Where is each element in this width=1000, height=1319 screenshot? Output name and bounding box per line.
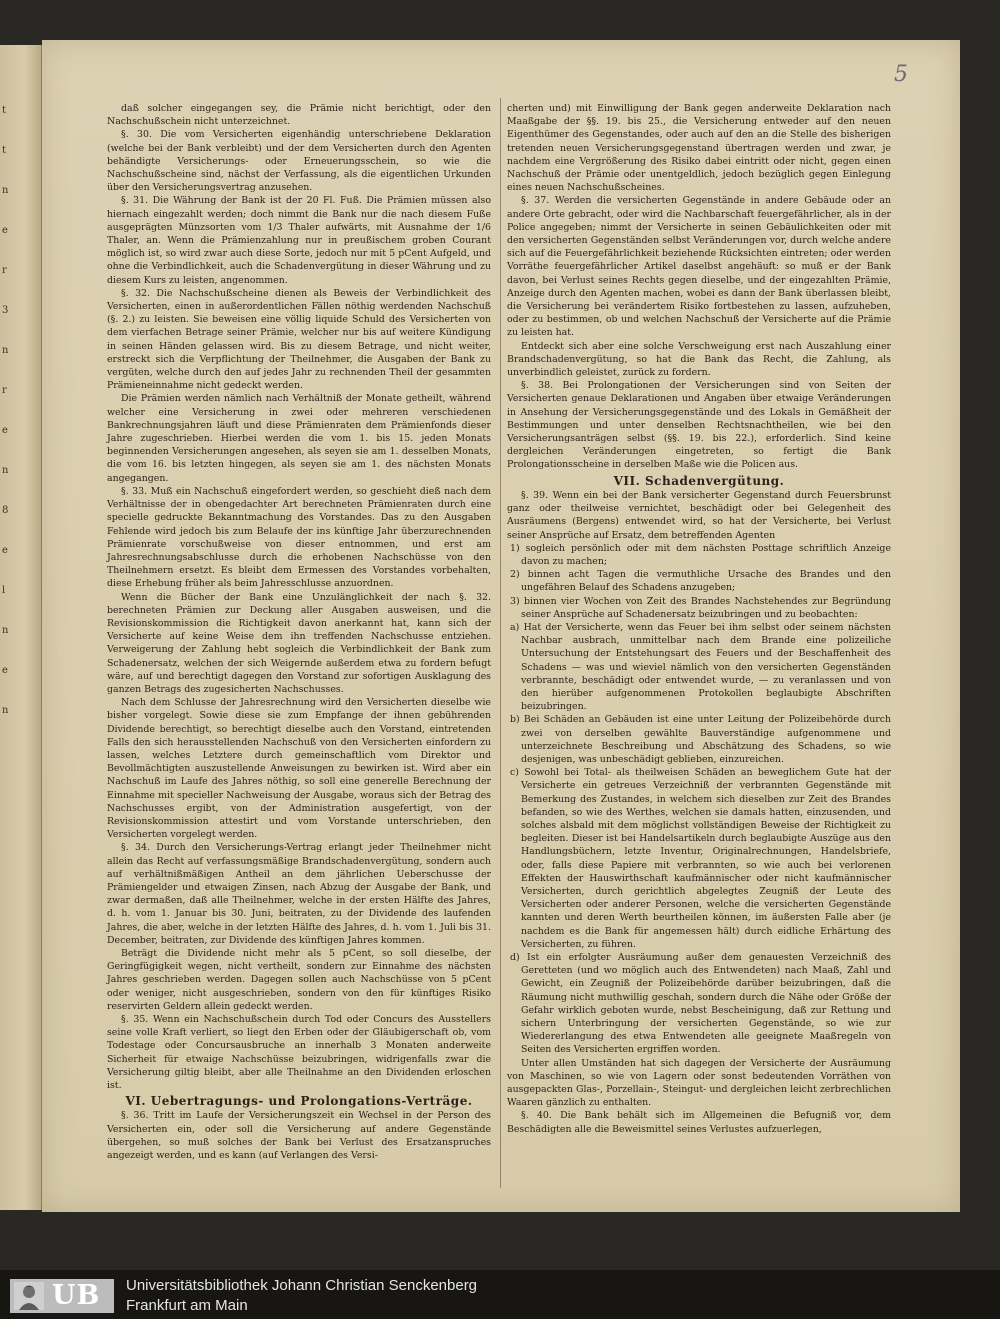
fragment-glyph: r <box>2 265 7 276</box>
paragraph: §. 31. Die Währung der Bank ist der 20 Fl. Fuß. Die Prämien müssen also hiernach eingezahlt werden; doch nimmt die Bank nur die nach diesem Fuße ausgeprägten Münzsorten vom 1/3 Thaler aufwärts, mit Ausnahme der 1/6 Thaler, an. Wenn die Prämienzahlung nur in preußischem groben Courant möglich ist, so wird zwar auch diese Sorte, jedoch nur mit 5 pCent Aufgeld, und ohne die Verbindlichkeit, auch die Schadenvergütung in dieser Währung und zu diesem Kurs zu leisten, angenommen. <box>107 195 491 286</box>
lettered-item: d) Ist ein erfolgter Ausräumung außer dem genauesten Verzeichniß des Geretteten (und wo möglich auch des Entwendeten) nach Maaß, Zahl und Gewicht, ein Zeugniß der Polizeibehörde darüber beizubringen, daß die Räumung nicht muthwillig geschah, sondern durch die Nähe oder Größe der Gefahr wirklich geboten wurde, nebst Bescheinigung, daß zur Rettung und sichern Unterbringung der versicherten Gegenstände, so wie zur Wiedererlangung des etwa Entwendeten alle geeignete Maaßregeln von Seiten des Versicherten ergriffen worden. <box>510 952 891 1056</box>
paragraph: Unter allen Umständen hat sich dagegen der Versicherte der Ausräumung von Maschinen, so wie von Lagern oder sonst bedeutenden Vorräthen von ausgepackten Glas-, Porzellain-, Steingut- und dergleichen leicht zerbrechlichen Waaren gänzlich zu enthalten. <box>507 1057 891 1109</box>
paragraph: §. 32. Die Nachschußscheine dienen als Beweis der Verbindlichkeit des Versicherten, einen in außerordentlichen Fällen nöthig werdenden Nachschuß (§. 2.) zu leisten. Sie beweisen eine völlig liquide Schuld des Versicherten von dem vierfachen Betrage seiner Prämie, welcher nur bis auf weitere Kündigung in seinen Händen gelassen wird. Bis zu diesem Betrage, und nicht weiter, erstreckt sich die Verpflichtung der Theilnehmer, die Ausgaben der Bank zu vergüten, welche durch den auf jedes Jahr zu rechnenden Theil der gesammten Prämieneinnahme nicht gedeckt werden. <box>107 287 491 392</box>
paragraph: Nach dem Schlusse der Jahresrechnung wird den Versicherten dieselbe wie bisher vorgelegt. Sowie diese sie zum Empfange der ihnen gebührenden Dividende berechtigt, so berechtigt dieselbe auch den Vorstand, eintretenden Falls den sich herausstellenden Nachschuß von den Versicherten einfordern zu lassen, welches Letztere durch gemeinschaftlich vom Direktor und Bevollmächtigten auszustellende Anweisungen zu bewirken ist. Wird aber ein Nachschuß im Laufe des Jahres nöthig, so soll eine generelle Berechnung der Einnahme mit specieller Nachweisung der Ausgabe, woraus sich der Betrag des Nachschusses ergibt, von der Administration ausgefertigt, von der Revisionskommission attestirt und vom Vorstande unterschrieben, den Versicherten vorgelegt werden. <box>107 697 491 841</box>
fragment-glyph: 3 <box>2 305 9 316</box>
numbered-item: 2) binnen acht Tagen die vermuthliche Ursache des Brandes und den ungefähren Belauf des Schadens anzugeben; <box>510 569 891 594</box>
paragraph: §. 36. Tritt im Laufe der Versicherungszeit ein Wechsel in der Person des Versicherten ein, oder soll die Versicherung auf andere Gegenstände übergehen, so muß solches der Bank bei Verlust des Ersatzanspruches angezeigt werden, und es kann (auf Verlangen des Versi- <box>107 1110 491 1162</box>
footer-bar <box>0 1270 1000 1319</box>
lettered-item: b) Bei Schäden an Gebäuden ist eine unter Leitung der Polizeibehörde durch zwei von derselben gewählte Bauverständige aufgenommene und unterzeichnete Beschreibung und Abschätzung des Schadens, so wie desjenigen, was unbeschädigt geblieben, einzureichen. <box>510 714 891 765</box>
fragment-glyph: n <box>2 185 9 196</box>
fragment-glyph: 8 <box>2 505 9 516</box>
page-number: 5 <box>894 62 908 87</box>
fragment-glyph: n <box>2 465 9 476</box>
right-text-column <box>507 102 891 1136</box>
fragment-glyph: e <box>2 425 8 436</box>
column-divider <box>500 98 501 1188</box>
section-heading: VII. Schadenvergütung. <box>613 473 785 488</box>
library-logo[interactable] <box>10 1279 114 1313</box>
left-text-column <box>107 102 491 1162</box>
paragraph: daß solcher eingegangen sey, die Prämie nicht berichtigt, oder den Nachschußschein nicht unterzeichnet. <box>107 103 491 128</box>
paragraph: Entdeckt sich aber eine solche Verschweigung erst nach Auszahlung einer Brandschadenvergütung, so hat die Bank das Recht, die Zahlung, als unverbindlich geleistet, zurück zu fordern. <box>507 340 891 379</box>
paragraph: §. 35. Wenn ein Nachschußschein durch Tod oder Concurs des Ausstellers seine volle Kraft verliert, so liegt den Erben oder der Gläubigerschaft ob, vom Todestage oder Concursausbruche an innerhalb 3 Monaten anderweite Sicherheit für etwaige Nachschüsse beizubringen, widrigenfalls zwar die Versicherung giltig bleibt, aber alle Theilnahme an den Dividenden erloschen ist. <box>107 1014 491 1092</box>
lettered-item: c) Sowohl bei Total- als theilweisen Schäden an beweglichem Gute hat der Versicherte ein getreues Verzeichniß der verbrannten Gegenstände mit Bemerkung des Zustandes, in welchem sich dieselben zur Zeit des Brandes befanden, so wie des Werthes, welchen sie damals hatten, einzusenden, und solches alsbald mit dem möglichst vollständigen Beweise der Richtigkeit zu begleiten. Dieser ist bei Handelsartikeln durch beglaubigte Auszüge aus den Handlungsbüchern, letzte Inventur, Originalrechnungen, Handelsbriefe, oder, falls diese Papiere mit verbrannten, so wie auch bei verlorenen Effekten der Hauswirthschaft kaufmännischer oder nicht kaufmännischer Versicherten, durch gerichtlich abgelegtes Zeugniß der Leute des Versicherten oder anderer Personen, welche die versicherten Gegenstände kannten und deren Werth beurtheilen können, im äußersten Falle aber (je nachdem es die Bank für angemessen hält) durch eidliche Erhärtung des Versicherten, zu führen. <box>510 767 891 950</box>
fragment-glyph: t <box>2 145 7 156</box>
fragment-glyph: l <box>2 585 6 596</box>
fragment-glyph: e <box>2 225 8 236</box>
footer-city: Frankfurt am Main <box>126 1297 248 1314</box>
numbered-item: 3) binnen vier Wochen von Zeit des Brandes Nachstehendes zur Begründung seiner Ansprüche auf Schadenersatz beizubringen und zu beobachten: <box>510 595 891 620</box>
paragraph: Die Prämien werden nämlich nach Verhältniß der Monate getheilt, während welcher eine Versicherung in zwei oder mehreren verschiedenen Bankrechnungsjahren läuft und diese Prämienraten dem Prämienfonds dieser Jahre zugeschrieben. Hierbei werden die vom 1. bis 15. jeden Monats beginnenden Versicherungen angesehen, als seyen sie am 1. desselben Monats, die vom 16. bis letzten hingegen, als seyen sie am 1. des nächsten Monats angegangen. <box>107 393 491 484</box>
fragment-glyph: r <box>2 385 7 396</box>
fragment-glyph: n <box>2 625 9 636</box>
paragraph: cherten und) mit Einwilligung der Bank gegen anderweite Deklaration nach Maaßgabe der §§. 19. bis 25., die Versicherung entweder auf den neuen Eigenthümer des Gegenstandes, oder auch auf den an die Stelle des bisherigen tretenden neuen Versicherungsgegenstand übertragen werden und zwar, je nachdem eine Vergrößerung des Risiko dabei eintritt oder nicht, gegen einen Nachschuß der Prämie oder unentgeldlich, jedoch bezüglich gegen Einlegung eines neuen Nachschußscheines. <box>507 103 891 194</box>
document-page <box>42 40 960 1212</box>
fragment-glyph: n <box>2 345 9 356</box>
section-heading: VI. Uebertragungs- und Prolongations-Verträge. <box>125 1094 473 1109</box>
paragraph: §. 30. Die vom Versicherten eigenhändig unterschriebene Deklaration (welche bei der Bank verbleibt) und der dem Versicherten durch den Agenten behändigte Versicherungs- oder Erneuerungsschein, so wie die Nachschußscheine sind, nächst der Verfassung, als die eigentlichen Urkunden über den Versicherungsvertrag anzusehen. <box>107 129 491 194</box>
previous-page-fragment <box>0 45 42 1210</box>
fragment-glyph: n <box>2 705 9 716</box>
paragraph: §. 40. Die Bank behält sich im Allgemeinen die Befugniß vor, dem Beschädigten alle die Beweismittel seines Verlustes aufzuerlegen, <box>507 1110 891 1135</box>
numbered-item: 1) sogleich persönlich oder mit dem nächsten Posttage schriftlich Anzeige davon zu machen; <box>510 542 891 567</box>
fragment-glyph: e <box>2 545 8 556</box>
paragraph: §. 34. Durch den Versicherungs-Vertrag erlangt jeder Theilnehmer nicht allein das Recht auf verfassungsmäßige Brandschadenvergütung, sondern auch auf verhältnißmäßigen Antheil an dem jährlichen Ueberschusse der Prämiengelder und etwaigen Zinsen, nach Abzug der Ausgabe der Bank, und zwar dermaßen, daß alle Theilnehmer, welche in der ersten Hälfte des Jahres, d. h. vom 1. Januar bis 30. Juni, beitraten, zu der Dividende des laufenden Jahres, die aber, welche in der letzten Hälfte des Jahres, d. h. vom 1. Juli bis 31. December, beitraten, zur Dividende des künftigen Jahres kommen. <box>107 842 491 946</box>
paragraph: Wenn die Bücher der Bank eine Unzulänglichkeit der nach §. 32. berechneten Prämien zur Deckung aller Ausgaben ausweisen, und die Revisionskommission die Richtigkeit davon anerkannt hat, kann sich der Versicherte auf keine Weise dem ihn treffenden Nachschusse entziehen. Verweigerung der Zahlung hebt sogleich die Verbindlichkeit der Bank zum Schadenersatz, welchen der sich Weigernde außerdem etwa zu fordern befugt wäre, auf und berechtigt dagegen den Vorstand zur sofortigen Ausklagung des ganzen Betrags des zugesicherten Nachschusses. <box>107 591 491 695</box>
lettered-item: a) Hat der Versicherte, wenn das Feuer bei ihm selbst oder seinem nächsten Nachbar ausbrach, unmittelbar nach dem Brande eine polizeiliche Untersuchung der Entstehungsart des Feuers und der Beschaffenheit des Schadens — was und wieviel nämlich von den versicherten Gegenständen verbrannte, beschädigt oder entwendet wurde, — zu veranlassen und von den hierüber aufgenommenen Protokollen beglaubigte Abschriften beizubringen. <box>510 621 891 713</box>
paragraph: §. 33. Muß ein Nachschuß eingefordert werden, so geschieht dieß nach dem Verhältnisse der in obengedachter Art berechneten Prämienraten durch eine specielle gedruckte Bekanntmachung des Vorstandes. Das zu den Ausgaben Fehlende wird jedoch bis zum Belaufe der ins künftige Jahr überzurechnenden Prämienrate vorschußweise von dieser entnommen, und erst am Jahresrechnungsabschlusse durch die erhobenen Nachschüsse von den Theilnehmern ersetzt. Es bleibt dem Ermessen des Vorstandes vorbehalten, diese Erhebung früher als beim Jahresschlusse anzuordnen. <box>107 485 491 590</box>
paragraph: §. 37. Werden die versicherten Gegenstände in andere Gebäude oder an andere Orte gebracht, oder wird die Nachbarschaft feuergefährlicher, als in der Police angegeben; nimmt der Versicherte in seinen Gebäulichkeiten oder mit den versicherten Gegenständen selbst Veränderungen vor, durch welche andere sich auf die Feuergefährlichkeit beziehende Rücksichten eintreten; oder werden Vorräthe feuergefährlicher Artikel daselbst angehäuft: so muß er der Bank davon, bei Verlust seines Rechts gegen dieselbe, und der eingezahlten Prämie, Anzeige durch den Agenten machen, wobei es dann der Bank überlassen bleibt, die Versicherung bei verändertem Risiko fortbestehen zu lassen, aufzuheben, oder zu bestimmen, ob und welchen Nachschuß der Versicherte auf die Prämie zu leisten hat. <box>507 195 891 339</box>
paragraph: Beträgt die Dividende nicht mehr als 5 pCent, so soll dieselbe, der Geringfügigkeit wegen, nicht vertheilt, sondern zur Einnahme des nächsten Jahres geschrieben werden. Dagegen sollen auch Nachschüsse von 5 pCent oder weniger, nicht ausgeschrieben, sondern von den für künftiges Risiko reservirten Geldern allein gedeckt werden. <box>107 948 491 1012</box>
footer-credit <box>126 1276 477 1316</box>
portrait-icon <box>14 1282 44 1310</box>
fragment-glyph: t <box>2 105 7 116</box>
paragraph: §. 39. Wenn ein bei der Bank versicherter Gegenstand durch Feuersbrunst ganz oder theilweise vernichtet, beschädigt oder bei Gelegenheit des Ausräumens (Bergens) entwendet wird, so hat der Versicherte, bei Verlust seiner Ansprüche auf Ersatz, dem betreffenden Agenten <box>507 489 891 541</box>
fragment-glyph: e <box>2 665 8 676</box>
logo-text: UB <box>52 1280 101 1311</box>
footer-library-name: Universitätsbibliothek Johann Christian Senckenberg <box>126 1277 478 1294</box>
paragraph: §. 38. Bei Prolongationen der Versicherungen sind von Seiten der Versicherten genaue Deklarationen und Angaben über etwaige Veränderungen in Ansehung der Versicherungsgegenstände und des Lokals in Gemäßheit der Bestimmungen und unter denselben Rechtsnachtheilen, wie bei den Versicherungsanträgen selbst (§§. 19. bis 22.), erforderlich. Sind keine dergleichen Veränderungen eingetreten, so fertigt die Bank Prolongationsscheine in derselben Maße wie die Policen aus. <box>507 380 891 471</box>
